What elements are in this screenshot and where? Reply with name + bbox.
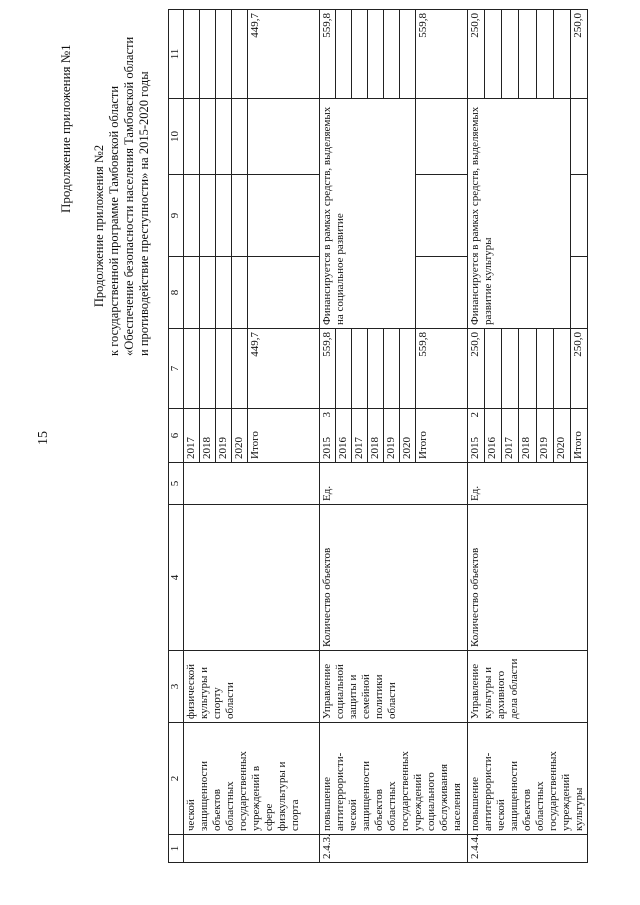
total-value: 559,8 xyxy=(416,10,468,99)
header-line-3: «Обеспечение безопасности населения Тамбовской области xyxy=(122,36,136,356)
value-cell xyxy=(184,329,200,409)
year-cell: 2016 xyxy=(485,409,502,463)
table-row xyxy=(468,10,485,863)
executor: физической культуры и спорту области xyxy=(184,651,320,723)
continuation-label: Продолжение приложения №1 xyxy=(58,44,73,213)
year-cell: 2019 xyxy=(536,409,553,463)
col-num: 6 xyxy=(169,409,184,463)
year-cell: 2016 xyxy=(336,409,352,463)
total-label: Итого xyxy=(248,409,320,463)
total-value: 449,7 xyxy=(248,10,320,99)
table-row xyxy=(320,10,336,863)
value-cell: 250,0 xyxy=(468,329,485,409)
cell-num xyxy=(184,835,320,863)
year-cell: 2018 xyxy=(519,409,536,463)
funding-note: Финансируется в рамках средств, выделяемых развитие культуры xyxy=(468,99,571,329)
year-cell: 2018 xyxy=(368,409,384,463)
funding-note: Финансируется в рамках средств, выделяемых на социальное развитие xyxy=(320,99,416,329)
unit: Ед. xyxy=(468,463,588,505)
indicator: Количество объектов xyxy=(468,505,588,651)
column-numbers-row xyxy=(169,10,184,863)
col-num: 4 xyxy=(169,505,184,651)
year-cell: 2015 2 xyxy=(468,409,485,463)
measure-number: 2.4.4. xyxy=(468,835,588,863)
year-cell: 2019 xyxy=(216,409,232,463)
table-row xyxy=(184,10,200,863)
col-num: 8 xyxy=(169,257,184,329)
header-line-2: к государственной программе Тамбовской области xyxy=(107,85,121,356)
value-cell: 559,8 xyxy=(320,329,336,409)
year-cell: 2017 xyxy=(184,409,200,463)
total-value: 559,8 xyxy=(416,329,468,409)
year-cell: 2018 xyxy=(200,409,216,463)
total-value: 250,0 xyxy=(570,10,587,99)
page-number: 15 xyxy=(36,431,51,445)
year-cell: 2020 xyxy=(553,409,570,463)
indicator: Количество объектов xyxy=(320,505,468,651)
total-value: 250,0 xyxy=(570,329,587,409)
executor: Управление культуры и архивного дела области xyxy=(468,651,588,723)
measure-number: 2.4.3. xyxy=(320,835,468,863)
executor: Управление социальной защиты и семейной политики области xyxy=(320,651,468,723)
col-num: 7 xyxy=(169,329,184,409)
header-line-1: Продолжение приложения №2 xyxy=(92,144,106,308)
measure-description: ческой защищенности объектов областных государственных учреждений в сфере физкультуры и спорта xyxy=(184,723,320,835)
total-label: Итого xyxy=(416,409,468,463)
year-cell: 2015 3 xyxy=(320,409,336,463)
col-num: 2 xyxy=(169,723,184,835)
measures-table xyxy=(168,9,588,863)
unit: Ед. xyxy=(320,463,468,505)
total-label: Итого xyxy=(570,409,587,463)
measure-description: повышение антитеррористи- ческой защищенности объектов областных государственных учреждений социального обслуживания населения xyxy=(320,723,468,835)
col-num: 10 xyxy=(169,99,184,175)
value-cell: 559,8 xyxy=(320,10,336,99)
indicator xyxy=(184,505,320,651)
header-line-4: и противодействие преступности» на 2015-2020 годы xyxy=(137,71,151,356)
unit xyxy=(184,463,320,505)
col-num: 9 xyxy=(169,175,184,257)
year-cell: 2019 xyxy=(384,409,400,463)
year-cell: 2020 xyxy=(232,409,248,463)
year-cell: 2017 xyxy=(352,409,368,463)
col-num: 1 xyxy=(169,835,184,863)
col-num: 11 xyxy=(169,10,184,99)
year-cell: 2017 xyxy=(502,409,519,463)
col-num: 5 xyxy=(169,463,184,505)
total-value: 449,7 xyxy=(248,329,320,409)
appendix-header xyxy=(92,36,152,356)
year-cell: 2020 xyxy=(400,409,416,463)
measure-description: повышение антитеррористи- ческой защищенности объектов областных государственных учреждений культуры xyxy=(468,723,588,835)
col-num: 3 xyxy=(169,651,184,723)
value-cell: 250,0 xyxy=(468,10,485,99)
